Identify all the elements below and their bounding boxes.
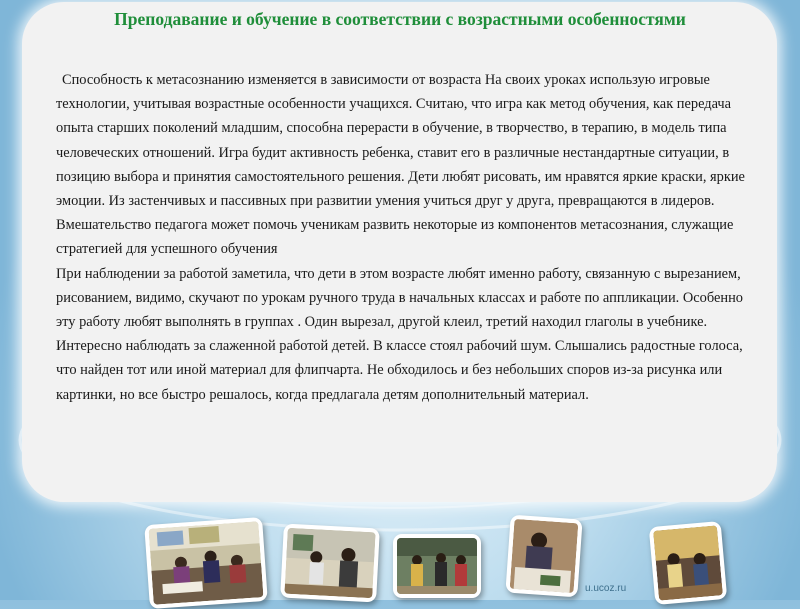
photo-stage-event: [649, 521, 728, 605]
slide-body: [56, 68, 764, 407]
photo-costume-performance: [393, 534, 481, 598]
body-paragraph-1: Способность к метасознанию изменяется в зависимости от возраста На своих уроках использую игровые технологии, учитывая возрастные особенности учащихся. Считаю, что игра как метод обучения, как передача опыта старших поколений младшим, способна перерасти в обучение, в творчество, в терапию, в модель типа человеческих отношений. Игра будит активность ребенка, ставит его в различные нестандартные ситуации, в позицию выбора и принятия самостоятельного решения. Дети любят рисовать, им нравятся яркие краски, яркие эмоции. Из застенчивых и пассивных при развитии умения учиться друг у друга, превращаются в лидеров. Вмешательство педагога может помочь ученикам развить некоторые из компонентов метасознания, служащие стратегией для успешного обучения: [56, 72, 745, 258]
watermark: u.ucoz.ru: [585, 583, 627, 594]
photo-boy-at-board: [280, 524, 380, 603]
body-paragraph-2: При наблюдении за работой заметила, что дети в этом возрасте любят именно работу, связанную с вырезанием, рисованием, видимо, скучают по урокам ручного труда в начальных классах и работе по аппликации. Особенно эту работу любят выполнять в группах . Один вырезал, другой клеил, третий находил глаголы в учебнике. Интересно наблюдать за слаженной работой детей. В классе стоял рабочий шум. Слышались радостные голоса, что найден тот или иной материал для флипчарта. Не обходилось и без небольших споров из-за рисунка или картинки, но все быстро решалось, когда предлагала детям дополнительный материал.: [56, 265, 743, 403]
photo-student-drawing: [505, 515, 582, 598]
photo-classroom-group: [144, 517, 268, 609]
slide-title: Преподавание и обучение в соответствии с возрастными особенностями: [114, 9, 686, 29]
